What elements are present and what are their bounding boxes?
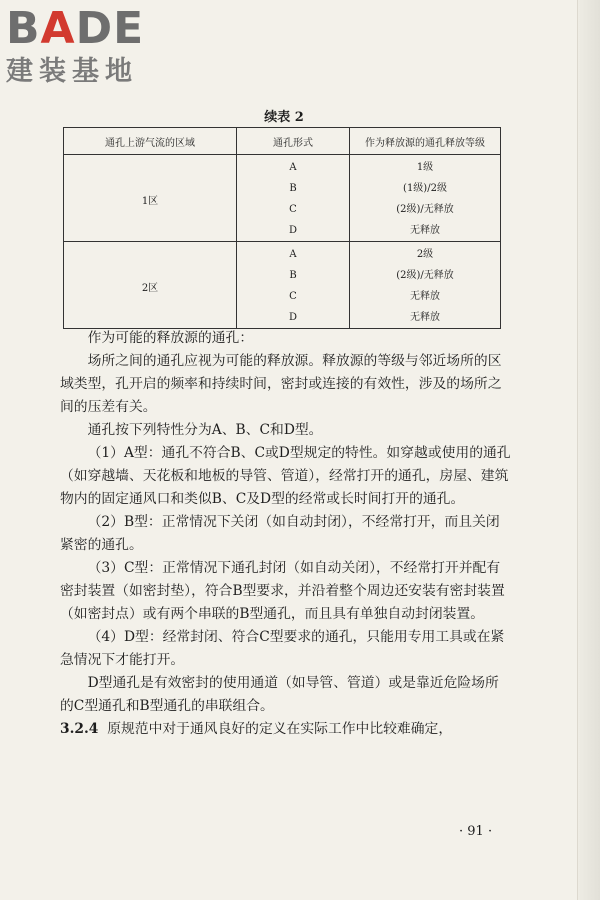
type-value: A (289, 249, 297, 260)
type-value: A (289, 162, 297, 173)
paragraph: （4）D型：经常封闭、符合C型要求的通孔，只能用专用工具或在紧急情况下才能打开。 (60, 629, 505, 668)
type-value: C (289, 291, 297, 302)
paragraph: D型通孔是有效密封的使用通道（如导管、管道）或是靠近危险场所的C型通孔和B型通孔的串联组合。 (60, 675, 499, 714)
grade-value: 1级 (416, 162, 434, 173)
section-number: 3.2.4 (60, 721, 99, 737)
paragraph: 通孔按下列特性分为A、B、C和D型。 (87, 422, 323, 438)
type-value: D (288, 225, 298, 236)
type-value: B (289, 183, 297, 194)
grade-value: (2级)/无释放 (396, 204, 454, 215)
grade-value: 无释放 (410, 225, 440, 236)
table-header-cell: 通孔上游气流的区域 (64, 128, 237, 155)
zone-cell: 1区 (64, 155, 237, 242)
section-text: 原规范中对于通风良好的定义在实际工作中比较难确定， (107, 721, 453, 737)
paragraph: （3）C型：正常情况下通孔封闭（如自动关闭），不经常打开并配有密封装置（如密封垫），符合B型要求，并沿着整个周边还安装有密封装置（如密封点）或有两个串联的B型通孔，而且具有单独自动封闭装置。 (60, 560, 505, 622)
grade-value: 2级 (416, 249, 434, 260)
brand-wordmark: BADE (6, 3, 145, 54)
zone-cell: 2区 (64, 242, 237, 329)
paragraph: （2）B型：正常情况下关闭（如自动封闭），不经常打开，而且关闭紧密的通孔。 (60, 514, 500, 553)
grade-value: (1级)/2级 (403, 183, 447, 194)
paragraph: 场所之间的通孔应视为可能的释放源。释放源的等级与邻近场所的区域类型，孔开启的频率和持续时间，密封或连接的有效性，涉及的场所之间的压差有关。 (60, 353, 502, 415)
body-text (60, 327, 512, 741)
section-paragraph (60, 718, 512, 741)
table-header-row (64, 128, 501, 155)
type-value: D (288, 312, 298, 323)
type-value: B (289, 270, 297, 281)
grade-value: (2级)/无释放 (396, 270, 454, 281)
grade-cell (350, 155, 501, 242)
release-grade-table (63, 127, 501, 329)
grade-value: 无释放 (410, 291, 440, 302)
page-number: · 91 · (459, 824, 493, 839)
paragraph: 作为可能的释放源的通孔： (87, 330, 254, 346)
type-value: C (289, 204, 297, 215)
type-cell (237, 155, 350, 242)
type-cell (237, 242, 350, 329)
table-row (64, 155, 501, 242)
page-edge (577, 0, 600, 900)
table-row (64, 242, 501, 329)
grade-value: 无释放 (410, 312, 440, 323)
table-header-cell: 作为释放源的通孔释放等级 (350, 128, 501, 155)
brand-logo (6, 4, 144, 88)
grade-cell (350, 242, 501, 329)
brand-chinese: 建装基地 (6, 56, 138, 87)
table-header-cell: 通孔形式 (237, 128, 350, 155)
paragraph: （1）A型：通孔不符合B、C或D型规定的特性。如穿越或使用的通孔（如穿越墙、天花板和地板的导管、管道），经常打开的通孔，房屋、建筑物内的固定通风口和类似B、C及D型的经常或长时间打开的通孔。 (60, 445, 511, 507)
table-title: 续表 2 (264, 110, 304, 125)
